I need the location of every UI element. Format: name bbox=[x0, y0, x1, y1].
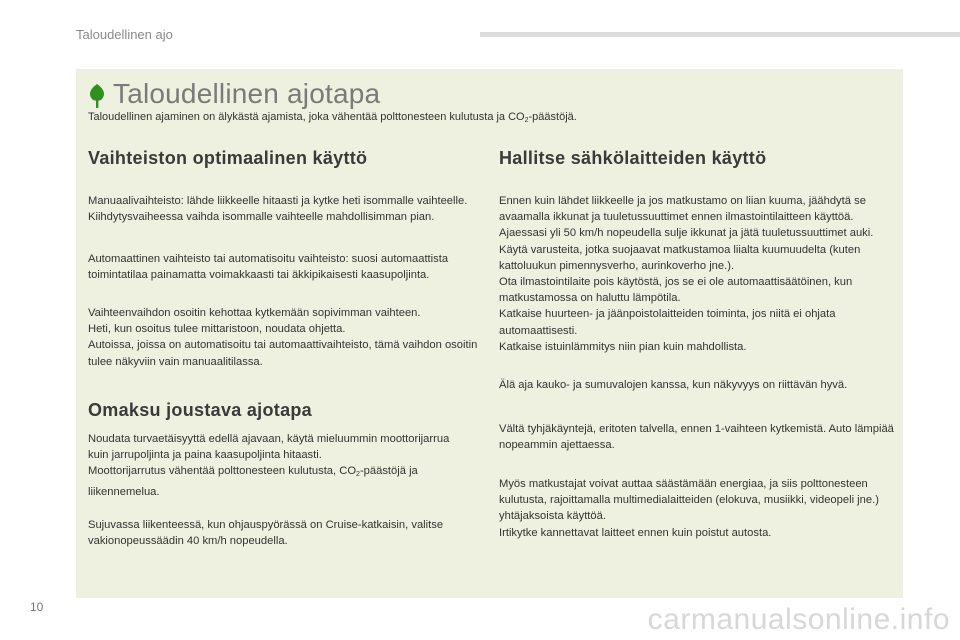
flexible-driving-paragraph-2: Sujuvassa liikenteessä, kun ohjauspyörässä on Cruise-katkaisin, valitse vakionopeussäädin 40 km/h nopeudella. bbox=[88, 519, 444, 548]
gearbox-paragraph-indicator: Vaihteenvaihdon osoitin kehottaa kytkemään sopivimman vaihteen. Heti, kun osoitus tulee mittaristoon, noudata ohjetta. Autoissa, joissa on automatisoitu tai automaattivaihteisto, tämä vaihdon osoitin tulee näkyviin vain manuaalitilassa. bbox=[88, 307, 478, 368]
electrical-paragraph-1: Ennen kuin lähdet liikkeelle ja jos matkustamo on liian kuuma, jäähdytä se avaamalla ikkunat ja tuuletussuuttimet ennen ilmastointilaitteen käyttöä. Ajaessasi yli 50 km/h nopeudella sulje ikkunat ja jätä tuuletussuuttimet auki. Käytä varusteita, jotka suojaavat matkustamoa liialta kuumuudelta (kuten kattoluukun pimennysverho, aurinkoverho jne.). Ota ilmastointilaite pois käytöstä, jos se ei ole automaattisäätöinen, kun matkustamossa on haluttu lämpötila. Katkaise huurteen- ja jäänpoistolaitteiden toiminta, jos niitä ei ohjata automaattisesti. Katkaise istuinlämmitys niin pian kuin mahdollista. bbox=[499, 195, 874, 353]
watermark: carmanualsonline.info bbox=[647, 603, 950, 636]
heading-electrical-equipment: Hallitse sähkölaitteiden käyttö bbox=[499, 148, 767, 168]
heading-flexible-driving: Omaksu joustava ajotapa bbox=[88, 400, 312, 420]
header-divider bbox=[480, 32, 960, 37]
gearbox-paragraph-automatic: Automaattinen vaihteisto tai automatisoitu vaihteisto: suosi automaattista toimintatilaa painamatta voimakkaasti tai äkkipikaisesti kaasupoljinta. bbox=[88, 253, 449, 282]
page-title: Taloudellinen ajotapa bbox=[113, 78, 381, 109]
electrical-paragraph-passengers: Myös matkustajat voivat auttaa säästämään energiaa, ja siis polttonesteen kulutusta, rajoittamalla multimedialaitteiden (elokuva, musiikki, videopeli jne.) yhtäjaksoista käyttöä. Irtikytke kannettavat laitteet ennen kuin poistut autosta. bbox=[499, 478, 879, 539]
gearbox-paragraph-manual: Manuaalivaihteisto: lähde liikkeelle hitaasti ja kytke heti isommalle vaihteelle. Kiihdytysvaiheessa vaihda isommalle vaihteelle mahdollisimman pian. bbox=[88, 195, 468, 224]
heading-gearbox: Vaihteiston optimaalinen käyttö bbox=[88, 148, 368, 168]
page-number: 10 bbox=[30, 600, 44, 614]
electrical-paragraph-idling: Vältä tyhjäkäyntejä, eritoten talvella, ennen 1-vaihteen kytkemistä. Auto lämpiää nopeammin ajettaessa. bbox=[499, 423, 894, 452]
electrical-paragraph-lights: Älä aja kauko- ja sumuvalojen kanssa, kun näkyvyys on riittävän hyvä. bbox=[499, 379, 848, 391]
intro-text: Taloudellinen ajaminen on älykästä ajamista, joka vähentää polttonesteen kulutusta ja $CO_2$-päästöjä. bbox=[88, 111, 577, 124]
leaf-icon bbox=[86, 83, 108, 109]
section-header-title: Taloudellinen ajo bbox=[76, 27, 173, 42]
flexible-driving-paragraph-1: Noudata turvaetäisyyttä edellä ajavaan, käytä mieluummin moottorijarrua kuin jarrupoljinta ja paina kaasupoljinta hitaasti. Moottorijarrutus vähentää polttonesteen kulutusta, $CO_2$-päästöjä ja liikennemelua. bbox=[88, 433, 450, 498]
